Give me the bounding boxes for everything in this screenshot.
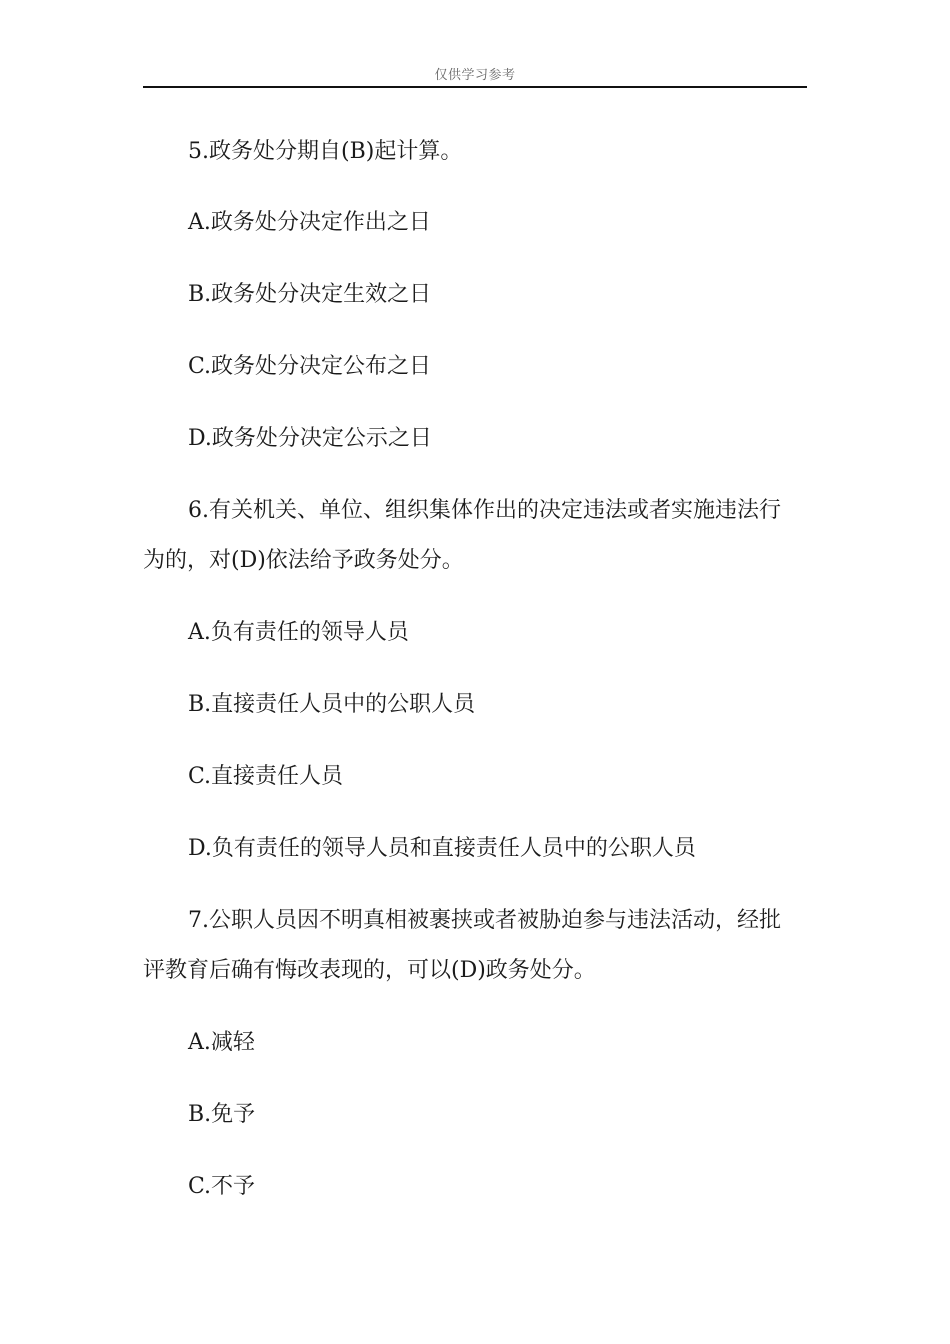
header-text: 仅供学习参考 xyxy=(434,68,516,83)
question-6-stem-line-1: 6.有关机关、单位、组织集体作出的决定违法或者实施违法行 xyxy=(188,498,781,523)
question-5-option-a: A.政务处分决定作出之日 xyxy=(188,210,431,235)
question-5-option-b: B.政务处分决定生效之日 xyxy=(188,282,432,307)
question-5-option-c: C.政务处分决定公布之日 xyxy=(188,354,432,379)
question-6-option-d: D.负有责任的领导人员和直接责任人员中的公职人员 xyxy=(188,836,696,861)
question-7-option-a: A.减轻 xyxy=(188,1030,255,1055)
question-5-stem: 5.政务处分期自(B)起计算。 xyxy=(188,139,463,164)
question-7-stem-line-1: 7.公职人员因不明真相被裹挟或者被胁迫参与违法活动，经批 xyxy=(188,908,781,933)
question-7-option-c: C.不予 xyxy=(188,1174,256,1199)
question-7-option-b: B.免予 xyxy=(188,1102,256,1127)
question-6-stem-line-2: 为的，对(D)依法给予政务处分。 xyxy=(143,548,464,573)
question-5-option-d: D.政务处分决定公示之日 xyxy=(188,426,432,451)
question-6-option-a: A.负有责任的领导人员 xyxy=(188,620,409,645)
page-header xyxy=(143,64,807,88)
question-6-option-c: C.直接责任人员 xyxy=(188,764,344,789)
question-7-stem-line-2: 评教育后确有悔改表现的，可以(D)政务处分。 xyxy=(143,958,596,983)
question-6-option-b: B.直接责任人员中的公职人员 xyxy=(188,692,476,717)
